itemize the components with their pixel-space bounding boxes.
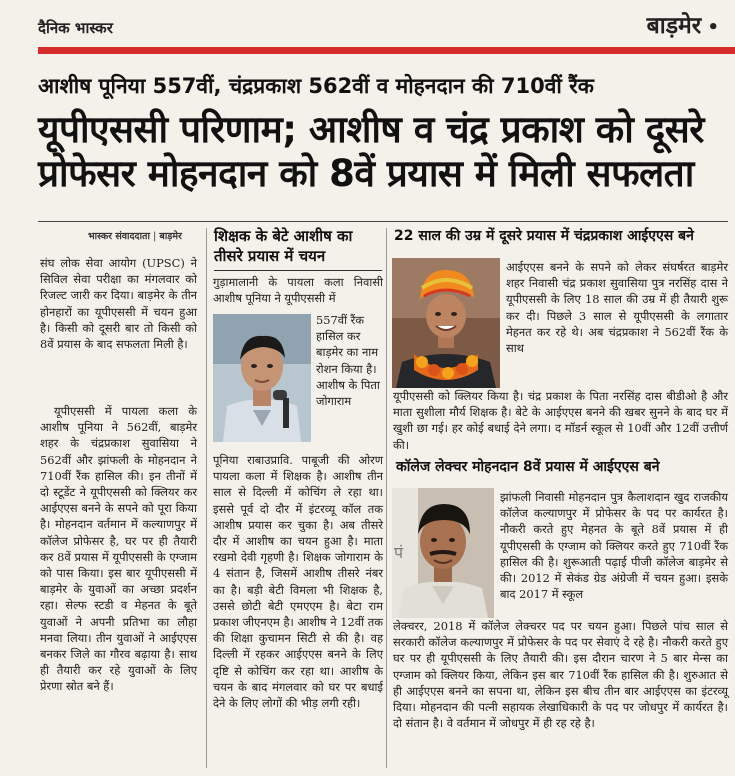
byline: भास्कर संवाददाता | बाड़मेर [88, 231, 182, 242]
byline-reporter: भास्कर संवाददाता [88, 231, 150, 242]
svg-text:पं: पं [394, 543, 404, 562]
ashish-subheading: शिक्षक के बेटे आशीष का तीसरे प्रयास में चयन [214, 226, 382, 271]
ashish-paragraph: पूनिया राबाउप्रावि. पाबूजी की ओरण पायला कला में शिक्षक है। आशीष तीन साल से दिल्ली में कोचिंग ले रहा था। इससे पूर्व दो दौर में इंटरव्यू कॉल तक आशीष प्रयास कर चुका है। अब तीसरे दौर में आशीष का चयन हुआ है। माता रखमो देवी गृहणी है। शिक्षक जोगाराम के 4 संतान है, जिसमें आशीष तीसरे नंबर का है। बड़ी बेटी विमला भी शिक्षक है, उससे छोटी बेटी एमएएम है। बेटा राम प्रकाश जीएनएम है। आशीष ने 12वीं तक की शिक्षा कुचामन सिटी से की है। वह दिल्ली में रहकर आईएएस बनने के लिए दृष्टि से कोचिंग कर रहा था। आशीष के चयन के बाद मंगलवार को घर पर बधाई देने के लिए लोगों की भीड़ लगी रही। [213, 453, 383, 711]
column-divider-2 [386, 228, 387, 768]
chandraprakash-photo [392, 258, 500, 388]
mohandan-subheading: कॉलेज लेक्चर मोहनदान 8वें प्रयास में आईएएस बने [396, 459, 660, 475]
headline-line-1: यूपीएससी परिणाम; आशीष व चंद्र प्रकाश को दूसरे [38, 108, 704, 151]
masthead [0, 0, 735, 48]
article-kicker: आशीष पूनिया 557वीं, चंद्रप्रकाश 562वीं व मोहनदान की 710वीं रैंक [38, 74, 594, 98]
column1-paragraph-2: यूपीएससी में पायला कला के आशीष पूनिया ने 562वीं, बाड़मेर शहर के चंद्रप्रकाश सुवासिया ने 562वीं और झांफली के मोहनदान ने 710वीं रैंक हासिल की। इन तीनों में दो स्टूडेंट ने यूपीएससी को क्लियर कर आईएएस बनने के सपने को पूरा किया है। मोहनदान वर्तमान में कल्याणपुर में कॉलेज प्रोफेसर है, घर पर ही तैयारी कर 8वें प्रयास में यूपीएससी के एग्जाम को पास किया। इस बार यूपीएससी में बाड़मेर के युवाओं का अच्छा प्रदर्शन रहा। सेल्फ स्टडी व मेहनत के बूते युवाओं ने अपनी प्रतिभा का लौहा मनवा लिया। तीन युवाओं ने आईएएस बनकर जिले का गौरव बढ़ाया है। साथ ही तैयारी कर रहे युवाओं के लिए प्रेरणा स्रोत बने हैं। [40, 404, 197, 694]
chandraprakash-paragraph-1: आईएएस बनने के सपने को लेकर संघर्षरत बाड़मेर शहर निवासी चंद्र प्रकाश सुवासिया पुत्र नरसिंह दास ने यूपीएससी के लिए 18 साल की उम्र में ही तैयारी शुरू कर दी। पिछले 3 साल से यूपीएससी के लगातार मेहनत कर रहे थे। अब चंद्रप्रकाश ने 562वीं रैंक के साथ [506, 260, 728, 356]
ashish-photo [213, 314, 311, 442]
column-divider-1 [206, 228, 207, 768]
mohandan-paragraph-2: लेक्चरर, 2018 में कॉलेज लेक्चरर पद पर चयन हुआ। पिछले पांच साल से सरकारी कॉलेज कल्याणपुर में प्रोफेसर के पद पर सेवाएं दे रहे है। नौकरी करते हुए घर पर ही यूपीएससी के लिए तैयारी की। इस दौरान चारण ने 5 बार मेन्स का एग्जाम को क्लियर किया, लेकिन इस बार 710वीं रैंक हासिल की है। शुरुआत से ही आईएएस बनने का सपना था, लेकिन इस बीच तीन बार आईएएस का इंटरव्यू दिया। मोहनदान की पत्नी सहायक लेखाधिकारी के पद पर जोधपुर में कार्यरत है। दो संतान है। वे वर्तमान में जोधपुर में ही रह रहे है। [393, 619, 728, 731]
byline-place: बाड़मेर [159, 231, 182, 242]
mohandan-photo [392, 488, 494, 618]
article-headline [38, 108, 728, 196]
ashish-side-text: 557वीं रैंक हासिल कर बाड़मेर का नाम रोशन किया है। आशीष के पिता जोगाराम [316, 313, 380, 409]
headline-divider [38, 221, 728, 222]
chandraprakash-subheading: 22 साल की उम्र में दूसरे प्रयास में चंद्रप्रकाश आईएएस बने [394, 228, 694, 244]
ashish-intro: गुड़ामालानी के पायला कला निवासी आशीष पूनिया ने यूपीएससी में [213, 275, 383, 306]
mohandan-paragraph-1: झांफली निवासी मोहनदान पुत्र कैलाशदान खुद राजकीय कॉलेज कल्याणपुर में प्रोफेसर के पद पर कार्यरत है। नौकरी करते हुए मेहनत के बूते 8वें प्रयास में ही यूपीएससी के एग्जाम को क्लियर करते हुए 710वीं रैंक हासिल की है। शुरूआती पढ़ाई पीजी कॉलेज बाड़मेर से की। 2012 में सेकंड ग्रेड अंग्रेजी में चयन हुआ। इसके बाद 2017 में स्कूल [500, 490, 728, 602]
newspaper-name: दैनिक भास्कर [38, 19, 113, 37]
edition-city: बाड़मेर • [647, 8, 719, 40]
chandraprakash-paragraph-2: यूपीएससी को क्लियर किया है। चंद्र प्रकाश के पिता नरसिंह दास बीडीओ है और माता सुशीला मौर्य शिक्षक है। बेटे के आईएएस बनने की खबर सुनने के बाद घर में खुशी छा गई। हर कोई बधाई देने लगा। द मॉडर्न स्कूल से 10वीं और 12वीं उत्तीर्ण की। [393, 389, 728, 452]
headline-line-2: प्रोफेसर मोहनदान को 8वें प्रयास में मिली सफलता [38, 152, 694, 195]
masthead-red-rule [38, 47, 735, 54]
column1-paragraph-1: संघ लोक सेवा आयोग (UPSC) ने सिविल सेवा परीक्षा का मंगलवार को रिजल्ट जारी कर दिया। बाड़मेर के तीन होनहारों का यूपीएससी में चयन हुआ है। किसी को दूसरी बार तो किसी को 8वें प्रयास के बाद सफलता मिली है। [40, 256, 197, 352]
